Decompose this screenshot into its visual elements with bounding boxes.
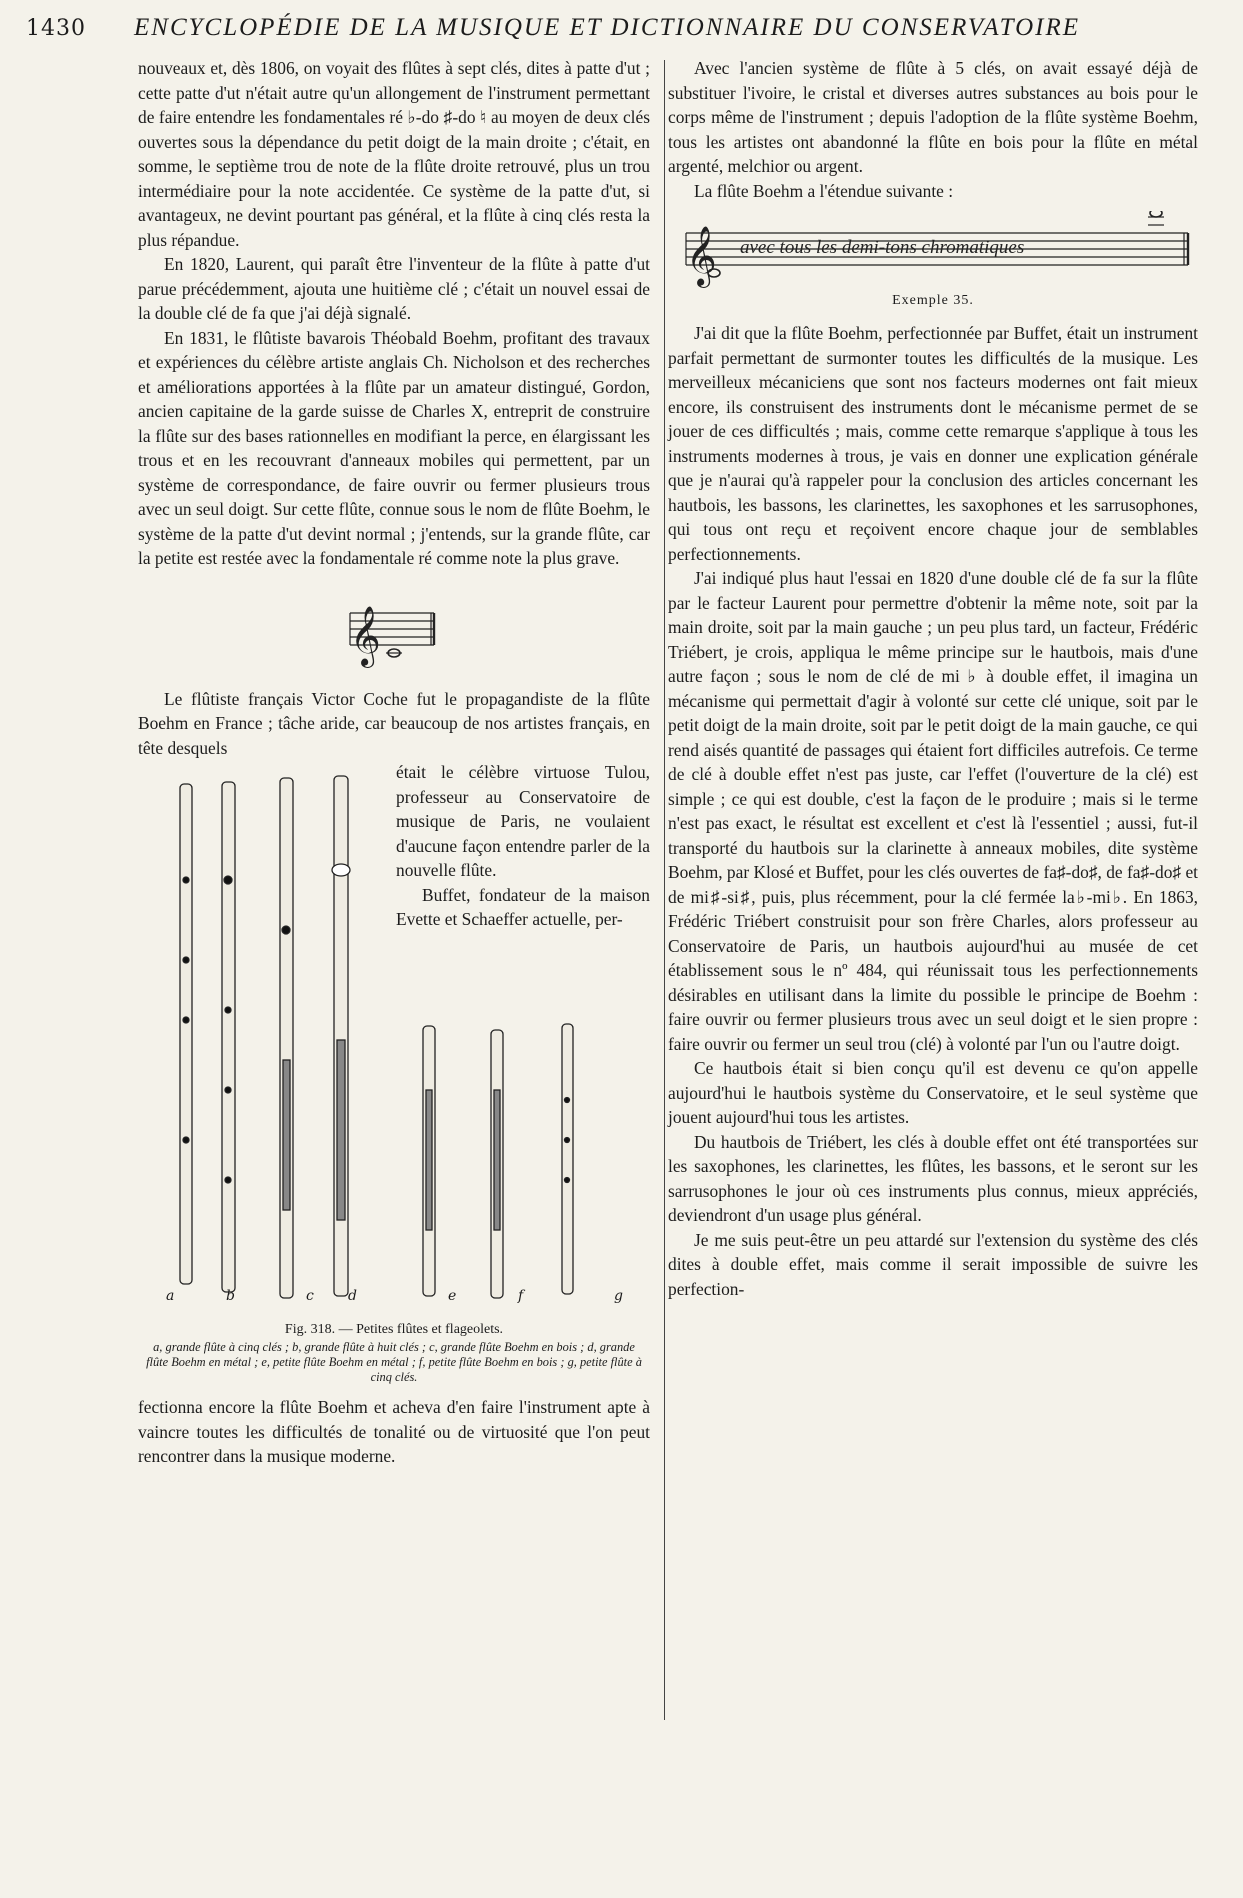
paragraph: En 1831, le flûtiste bavarois Théobald Boehm, profitant des travaux et expériences du célèbre artiste anglais Ch. Nicholson et des recherches et améliorations apportées à la flûte par un amateur distingué, Gordon, ancien capitaine de la garde suisse de Charles X, entreprit de construire la flûte sur des bases rationnelles en modifiant la perce, en élargissant les trous et en les recouvrant d'anneaux mobiles qui permettent, par un système de correspondance, de faire ouvrir ou fermer plusieurs trous avec un seul doigt. Sur cette flûte, connue sous le nom de flûte Boehm, le système de la patte d'ut devint normal ; j'entends, sur la grande flûte, car la petite est restée avec la fondamentale ré comme note la plus grave. <box>138 327 650 568</box>
wrapped-text <box>396 760 650 932</box>
figure-letter: d <box>348 1288 357 1304</box>
running-header <box>26 14 1186 50</box>
figure-letter: f <box>518 1288 524 1304</box>
figure-letter: c <box>306 1288 314 1304</box>
paragraph: J'ai indiqué plus haut l'essai en 1820 d'une double clé de fa sur la flûte par le facteur Laurent pour permettre d'obtenir la même note, soit par la main droite, soit par la main gauche ; un peu plus tard, un facteur, Frédéric Triébert, je crois, appliqua le même principe sur le hautbois, mais d'une autre façon ; sous le nom de clé de mi ♭ à double effet, il imagina un mécanisme qui permettait d'agir à volonté sur cette clé unique, soit par le petit doigt de la main droite, soit par le petit doigt de la main gauche, ce qui rend aisés quantité de passages qui étaient fort difficiles autrefois. Ce terme de clé à double effet n'est pas juste, car l'effet (l'ouverture de la clé) est simple ; ce qui est double, c'est la façon de le produire ; mais si le terme n'est pas exact, le résultat est excellent et c'est là l'essentiel ; aussi, fut-il transporté du hautbois sur la clarinette à anneaux mobiles, dite système Boehm, par Klosé et Buffet, pour les clés ouvertes de fa♯-do♯, de fa♯-do♯ et de mi♯-si♯, puis, plus récemment, pour la clé fermée la♭-mi♭. En 1863, Frédéric Triébert construisit pour son frère Charles, alors professeur au Conservatoire de Paris, un hautbois aujourd'hui au musée de cet établissement sous le nº 484, qui réunissait tous les perfectionnements désirables en utilisant dans la limite du possible le principe de Boehm : faire ouvrir ou fermer plusieurs trous avec un seul doigt et le sien propre : faire ouvrir ou fermer un seul trou (clé) à volonté par l'un ou l'autre doigt. <box>668 568 1198 1054</box>
paragraph: Je me suis peut-être un peu attardé sur l'extension du système des clés dites à double effet, mais comme il serait impossible de suivre les perfection- <box>668 1229 1198 1299</box>
figure-title: Fig. 318. — Petites flûtes et flageolets. <box>284 1322 504 1337</box>
figure-letter: a <box>166 1288 175 1304</box>
example-caption: Exemple 35. <box>892 293 974 308</box>
paragraph: Le flûtiste français Victor Coche fut le propagandiste de la flûte Boehm en France ; tâche aride, car beaucoup de nos artistes français, en tête desquels <box>138 688 650 758</box>
svg-text:𝄞: 𝄞 <box>686 226 717 286</box>
flute-figure <box>138 760 650 1320</box>
paragraph: fectionna encore la flûte Boehm et acheva d'en faire l'instrument apte à vaincre toutes les difficultés de tonalité ou de virtuosité que l'on peut rencontrer dans la musique moderne. <box>138 1397 650 1466</box>
paragraph: Avec l'ancien système de flûte à 5 clés, on avait essayé déjà de substituer l'ivoire, le cristal et diverses autres substances au bois pour le corps même de l'instrument ; depuis l'adoption de la flûte système Boehm, tous les artistes ont abandonné la flûte en bois pour la flûte en métal argenté, melchior ou argent. <box>668 58 1198 176</box>
paragraph: J'ai dit que la flûte Boehm, perfectionnée par Buffet, était un instrument parfait permettant de surmonter toutes les difficultés de la musique. Les merveilleux mécaniciens que sont nos facteurs modernes ont fait mieux encore, ils construisent des instruments dont le mécanisme permet de se jouer de ces difficultés ; mais, comme cette remarque s'applique à tous les instruments modernes à trous, je vais en donner une explication générale que je n'aurai qu'à rappeler pour la conclusion des articles concernant les hautbois, les bassons, les clarinettes, les saxophones et les sarrusophones, qui tous ont reçu et reçoivent encore chaque jour de semblables perfectionnements. <box>668 323 1198 564</box>
left-column <box>138 56 650 1469</box>
figure-legend: a, grande flûte à cinq clés ; b, grande flûte à huit clés ; c, grande flûte Boehm en bois ; d, grande flûte Boehm en métal ; e, petite flûte Boehm en métal ; f, petite flûte Boehm en bois ; g, petite flûte à cinq clés. <box>146 1340 642 1384</box>
svg-text:𝄞: 𝄞 <box>350 605 381 666</box>
paragraph: nouveaux et, dès 1806, on voyait des flûtes à sept clés, dites à patte d'ut ; cette patte d'ut n'était autre qu'un allongement de l'instrument permettant de faire entendre les fondamentales ré ♭-do ♯-do ♮ au moyen de deux clés ouvertes sous la dépendance du petit doigt de la main droite ; c'était, en somme, le septième trou de note de la flûte droite retrouvé, plus un trou intermédiaire pour la note accidentée. Ce système de la patte d'ut, si avantageux, ne devint pourtant pas général, et la flûte à cinq clés resta la plus répandue. <box>138 58 650 250</box>
right-column <box>668 56 1198 1301</box>
figure-letter: e <box>448 1288 457 1304</box>
figure-letter: g <box>614 1288 623 1304</box>
paragraph: Ce hautbois était si bien conçu qu'il est devenu ce qu'on appelle aujourd'hui le hautbois système du Conservatoire, et le seul système que jouent aujourd'hui tous les artistes. <box>668 1058 1198 1127</box>
paragraph: Du hautbois de Triébert, les clés à double effet ont été transportées sur les saxophones, les clarinettes, les flûtes, les bassons, et le seront sur les sarrusophones le jour où ces instruments plus connus, mieux appréciés, deviendront d'un usage plus général. <box>668 1131 1198 1225</box>
paragraph: La flûte Boehm a l'étendue suivante : <box>694 180 954 201</box>
paragraph: Buffet, fondateur de la maison Evette et Schaeffer actuelle, per- <box>396 884 650 929</box>
paragraph: En 1820, Laurent, qui paraît être l'inventeur de la flûte à patte d'ut parue précédemment, ajouta une huitième clé ; c'était un nouvel essai de la double clé de fa que j'ai déjà signalé. <box>138 254 650 323</box>
page-number: 1430 <box>26 16 86 41</box>
paragraph: était le célèbre virtuose Tulou, professeur au Conservatoire de musique de Paris, ne voulaient d'aucune façon entendre parler de la nouvelle flûte. <box>396 762 650 880</box>
figure-letter: b <box>226 1288 235 1304</box>
music-example <box>668 211 1198 289</box>
running-title: ENCYCLOPÉDIE DE LA MUSIQUE ET DICTIONNAIRE DU CONSERVATOIRE <box>134 14 1081 41</box>
music-staff-small <box>138 587 650 677</box>
column-divider <box>664 60 665 1720</box>
music-annotation: avec tous les demi-tons chromatiques <box>740 237 1025 258</box>
